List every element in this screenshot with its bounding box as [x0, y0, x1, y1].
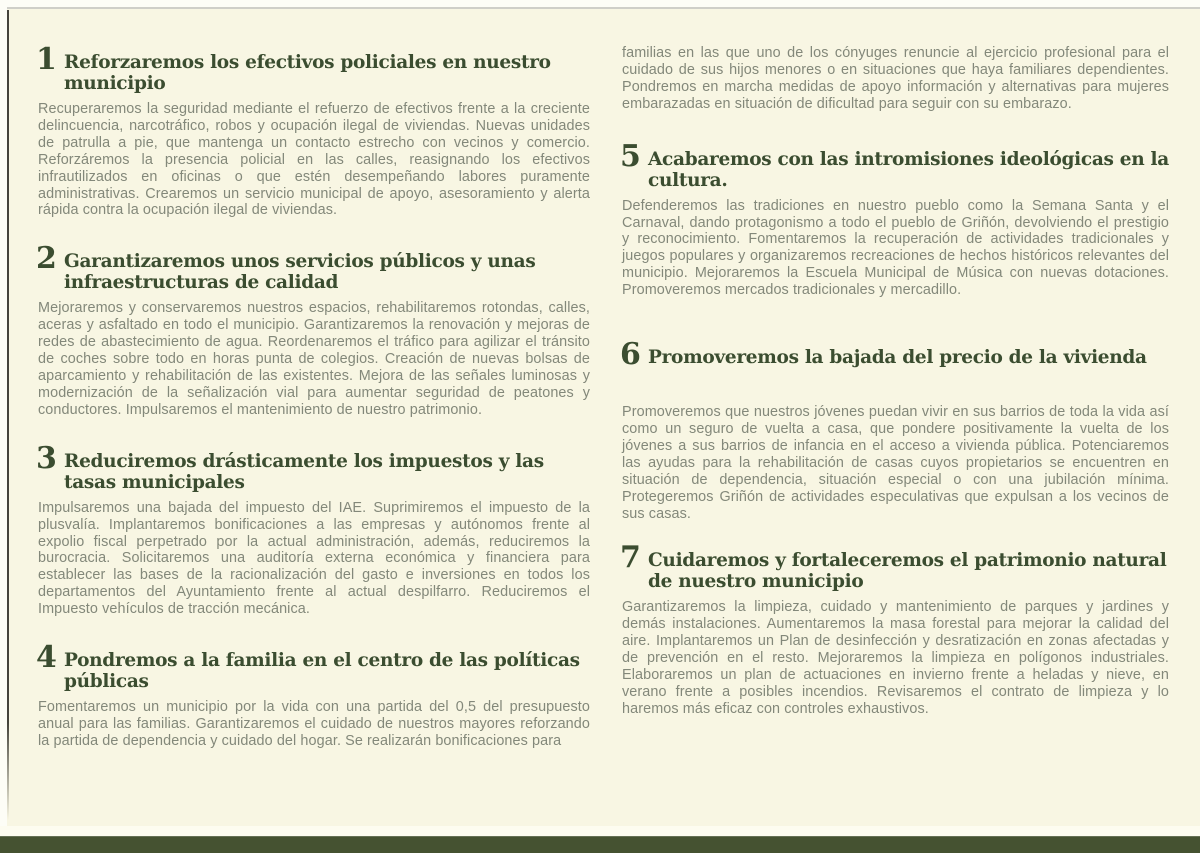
section-3-number: 3 [36, 440, 57, 476]
left-column [36, 42, 590, 750]
page-left-edge [0, 0, 7, 853]
footer-highlight-strip [0, 826, 1200, 836]
section-7-number: 7 [620, 540, 641, 576]
section-6-title: Promoveremos la bajada del precio de la vivienda [648, 347, 1147, 369]
section-5-number: 5 [620, 138, 641, 174]
section-7-title: Cuidaremos y fortaleceremos el patrimonio natural de nuestro municipio [648, 550, 1167, 593]
section-2-body: Mejoraremos y conservaremos nuestros espacios, rehabilitaremos rotondas, calles, aceras y asfaltado en todo el municipio. Garantizaremos la renovación y mejoras de redes de abastecimiento de agua. Reordenaremos el tráfico para agilizar el tránsito de coches sobre todo en horas punta de colegios. Creación de nuevas bolsas de aparcamiento y rehabilitación de las existentes. Mejora de las señales luminosas y modernización de la señalización vial para aumentar seguridad de peatones y conductores. Impulsaremos el mantenimiento de nuestro patrimonio. [38, 300, 590, 418]
section-7-heading [620, 540, 1169, 593]
section-4-heading [36, 640, 590, 693]
section-3-body: Impulsaremos una bajada del impuesto del IAE. Suprimiremos el impuesto de la plusvalía. Implantaremos bonificaciones a las empresas y autónomos frente al expolio fiscal perpetrado por la actual administración, además, reduciremos la burocracia. Solicitaremos una auditoría externa económica y financiera para establecer las bases de la racionalización del gasto e inversiones en todos los departamentos del Ayuntamiento frente al actual despilfarro. Reduciremos el Impuesto vehículos de tracción mecánica. [38, 499, 590, 618]
section-6 [620, 337, 1169, 522]
right-column [622, 45, 1169, 718]
section-1-body: Recuperaremos la seguridad mediante el refuerzo de efectivos frente a la creciente delincuencia, narcotráfico, robos y ocupación ilegal de viviendas. Nuevas unidades de patrulla a pie, que mantenga un contacto estrecho con vecinos y comercio. Reforzáremos la presencia policial en las calles, reasignando los efectivos infrautilizados en oficinas o que estén desempeñando labores puramente administrativas. Crearemos un servicio municipal de apoyo, asesoramiento y alerta rápida contra la ocupación ilegal de viviendas. [38, 101, 590, 219]
section-4-title: Pondremos a la familia en el centro de las políticas públicas [64, 650, 580, 693]
section-5-title: Acabaremos con las intromisiones ideológicas en la cultura. [648, 148, 1169, 191]
section-1-heading [36, 42, 590, 94]
section-5 [620, 138, 1169, 299]
section-5-heading [620, 138, 1169, 191]
section-3 [36, 440, 590, 618]
section-1-title: Reforzaremos los efectivos policiales en nuestro municipio [64, 52, 551, 94]
section-2-heading [36, 241, 590, 294]
section-2-title: Garantizaremos unos servicios públicos y unas infraestructuras de calidad [64, 251, 536, 294]
page-top-edge [0, 0, 1200, 9]
section-1 [36, 42, 590, 219]
section-2-number: 2 [36, 241, 57, 277]
section-4-number: 4 [36, 640, 57, 676]
section-1-number: 1 [36, 42, 57, 77]
section-2 [36, 241, 590, 418]
section-3-title: Reduciremos drásticamente los impuestos y las tasas municipales [64, 450, 544, 493]
section-3-heading [36, 440, 590, 493]
section-6-number: 6 [620, 337, 641, 373]
section-6-heading [620, 337, 1169, 373]
section-7 [620, 540, 1169, 717]
section-4-continuation-paragraph: familias en las que uno de los cónyuges renuncie al ejercicio profesional para el cuidado de sus hijos menores o en situaciones que haya familiares dependientes. Pondremos en marcha medidas de apoyo información y alternativas para mujeres embarazadas en situación de dificultad para seguir con su embarazo. [622, 45, 1169, 112]
section-5-body: Defenderemos las tradiciones en nuestro pueblo como la Semana Santa y el Carnaval, dando protagonismo a todo el pueblo de Griñón, devolviendo el prestigio y reconocimiento. Fomentaremos la recuperación de actividades tradicionales y juegos populares y organizaremos recreaciones de hechos históricos relevantes del municipio. Mejoraremos la Escuela Municipal de Música con nuevas dotaciones. Promoveremos mercados tradicionales y mercadillo. [622, 197, 1169, 299]
scan-fold-line [7, 10, 9, 820]
section-4 [36, 640, 590, 750]
footer-bar [0, 836, 1200, 853]
section-6-body: Promoveremos que nuestros jóvenes puedan vivir en sus barrios de toda la vida así como un seguro de vuelta a casa, que pondere positivamente la vuelta de los jóvenes a sus barrios de infancia en el acceso a vivienda pública. Potenciaremos las ayudas para la rehabilitación de casas cuyos propietarios se encuentren en situación de dependencia, situación especial o con una jubilación mínima. Protegeremos Griñón de actividades especulativas que expulsan a los vecinos de sus casas. [622, 404, 1169, 522]
section-7-body: Garantizaremos la limpieza, cuidado y mantenimiento de parques y jardines y demás instalaciones. Aumentaremos la masa forestal para mejorar la calidad del aire. Implantaremos un Plan de desinfección y desratización en zonas afectadas y de prevención en el resto. Mejoraremos la limpieza en polígonos industriales. Elaboraremos un plan de actuaciones en invierno frente a heladas y nieve, en verano frente a posibles incendios. Revisaremos el contrato de limpieza y lo haremos más eficaz con controles exhaustivos. [622, 599, 1169, 717]
section-4-body: Fomentaremos un municipio por la vida con una partida del 0,5 del presupuesto anual para las familias. Garantizaremos el cuidado de nuestros mayores reforzando la partida de dependencia y cuidado del hogar. Se realizarán bonificaciones para [38, 699, 590, 749]
